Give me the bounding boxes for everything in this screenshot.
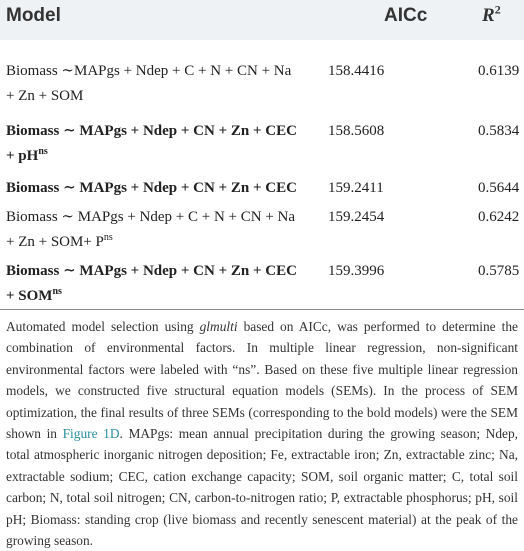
row-1-aicc: 158.4416 [328, 63, 385, 79]
header-aicc: AICc [384, 5, 428, 26]
row-5-aicc: 159.3996 [328, 263, 385, 279]
row-4-aicc: 159.2454 [328, 209, 385, 225]
row-4-r2: 0.6242 [478, 209, 520, 225]
row-5-model-line2 [6, 287, 62, 306]
row-2-line2-base: + pH [6, 148, 39, 164]
table-bottom-rule [0, 309, 524, 310]
footnote-italic-glmulti: glmulti [199, 319, 238, 334]
row-3-model-line1: Biomass ∼ MAPgs + Ndep + CN + Zn + CEC [6, 180, 297, 196]
row-1-model-line2: + Zn + SOM [6, 88, 84, 104]
row-5-line2-base: + SOM [6, 288, 53, 304]
row-2-model-line1: Biomass ∼ MAPgs + Ndep + CN + Zn + CEC [6, 123, 297, 139]
footnote-text-2: based on AICc, was performed to determine the combination of environmental factors. In multiple linear regression, non-significant environmental factors were labeled with “ns”. Based on these five multiple linear regression models, we constructed five structural equation models (SEMs). In the process of SEM optimization, the final results of three SEMs (corresponding to the bold models) were the SEM shown in [6, 319, 518, 442]
footnote-text-1: Automated model selection using [6, 319, 200, 334]
row-4-line2-sup: ns [103, 232, 113, 243]
header-r2 [482, 2, 501, 27]
row-2-line2-sup: ns [38, 146, 48, 157]
header-model: Model [6, 5, 61, 26]
row-3-r2: 0.5644 [478, 180, 520, 196]
row-4-line2-base: + Zn + SOM+ P [6, 234, 104, 250]
row-5-r2: 0.5785 [478, 263, 520, 279]
header-r2-sup: 2 [494, 2, 501, 17]
table-footnote [6, 316, 518, 551]
row-4-model-line2 [6, 233, 113, 252]
figure-1d-link[interactable]: Figure 1D [62, 426, 120, 442]
row-1-model-line1: Biomass ∼MAPgs + Ndep + C + N + CN + Na [6, 63, 292, 79]
header-r2-base: R [482, 5, 495, 26]
row-1-r2: 0.6139 [478, 63, 520, 79]
row-2-aicc: 158.5608 [328, 123, 385, 139]
row-4-model-line1: Biomass ∼ MAPgs + Ndep + C + N + CN + Na [6, 209, 296, 225]
table-header [0, 0, 524, 40]
footnote-text-3: . MAPgs: mean annual precipitation during the growing season; Ndep, total atmospheric inorganic nitrogen deposition; Fe, extractable iron; Zn, extractable zinc; Na, extractable sodium; CEC, cation exchange capacity; SOM, soil organic matter; C, total soil carbon; N, total soil nitrogen; CN, carbon-to-nitrogen ratio; P, extractable phosphorus; pH, soil pH; Biomass: standing crop (live biomass and recently senescent material) at the peak of the growing season. [6, 426, 518, 549]
row-3-aicc: 159.2411 [328, 180, 384, 196]
row-2-model-line2 [6, 147, 48, 166]
row-2-r2: 0.5834 [478, 123, 520, 139]
row-5-line2-sup: ns [52, 286, 62, 297]
row-5-model-line1: Biomass ∼ MAPgs + Ndep + CN + Zn + CEC [6, 263, 297, 279]
